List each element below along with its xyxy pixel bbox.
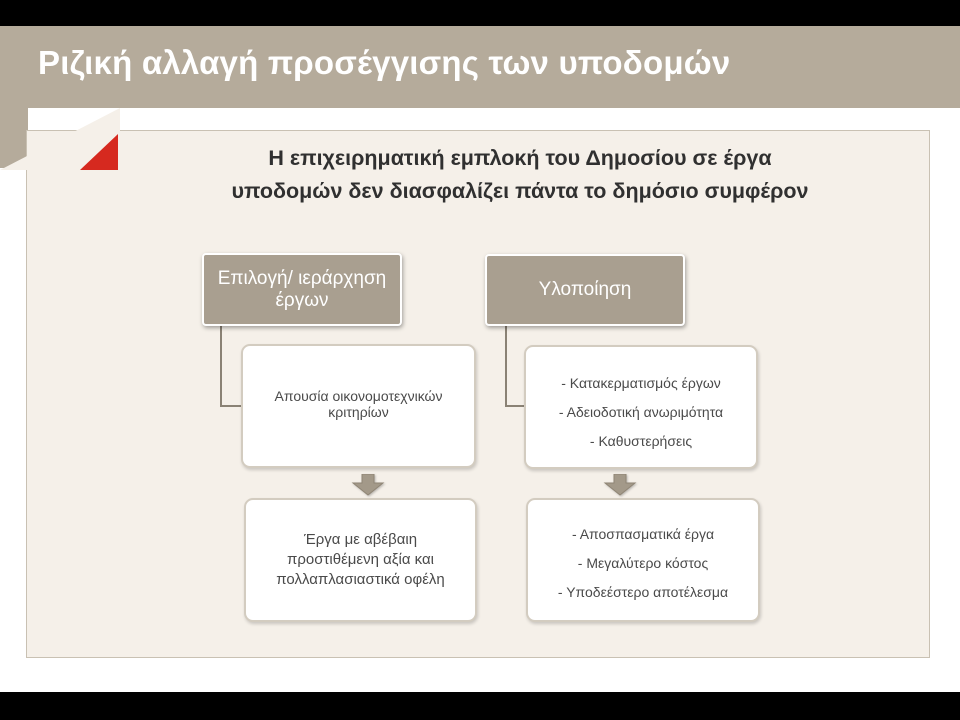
problem-item-3: - Καθυστερήσεις [589, 433, 693, 449]
result-item-3: - Υποδεέστερο αποτέλεσμα [557, 584, 729, 600]
slide-title: Ριζική αλλαγή προσέγγισης των υποδομών [38, 44, 731, 81]
header-implementation: Υλοποίηση [538, 279, 632, 300]
problem-item-2: - Αδειοδοτική ανωριμότητα [558, 404, 724, 420]
header-selection-line-1: Επιλογή/ ιεράρχηση [217, 267, 387, 289]
header-box-implementation [485, 254, 685, 326]
headline [150, 142, 890, 208]
headline-line-1: Η επιχειρηματική εμπλοκή του Δημοσίου σε έργα [268, 146, 772, 170]
down-arrow-icon [603, 474, 637, 496]
content-panel [26, 130, 930, 658]
title-band [0, 26, 960, 108]
result-selection-line-1: Έργα με αβέβαιη [303, 531, 418, 548]
problem-selection-line-1: Απουσία οικονομοτεχνικών [274, 388, 443, 404]
slide [0, 26, 960, 692]
down-arrow-icon [351, 474, 385, 496]
result-selection-line-3: πολλαπλασιαστικά οφέλη [276, 571, 445, 588]
left-connector-vertical [220, 325, 222, 407]
result-card-selection [244, 498, 477, 622]
problem-card-implementation [524, 345, 758, 469]
problem-item-1: - Κατακερματισμός έργων [561, 375, 721, 391]
result-selection-line-2: προστιθέμενη αξία και [287, 551, 434, 568]
result-item-2: - Μεγαλύτερο κόστος [577, 555, 709, 571]
result-item-1: - Αποσπασματικά έργα [571, 526, 715, 542]
header-selection-line-2: έργων [275, 289, 329, 311]
header-box-selection [202, 253, 402, 326]
headline-line-2: υποδομών δεν διασφαλίζει πάντα το δημόσιο συμφέρον [231, 179, 809, 203]
problem-selection-line-2: κριτηρίων [328, 404, 389, 420]
result-card-implementation [526, 498, 760, 622]
problem-card-selection [241, 344, 476, 468]
right-connector-vertical [505, 325, 507, 407]
